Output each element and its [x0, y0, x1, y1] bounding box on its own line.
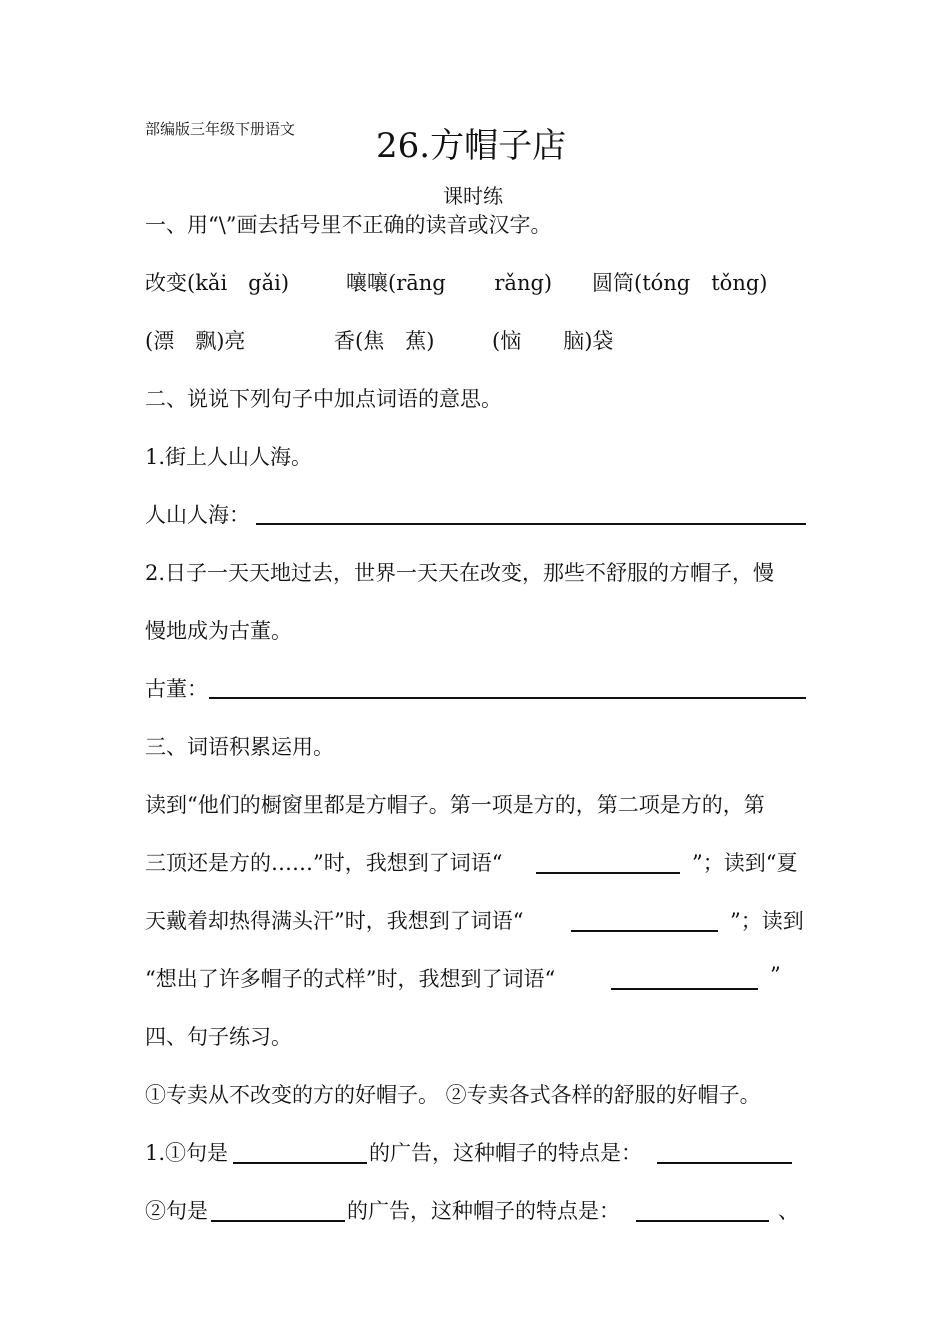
q1-heading: 一、用“\”画去括号里不正确的读音或汉字。 — [145, 213, 552, 237]
q3-line-4-text: “想出了许多帽子的式样”时，我想到了词语“ — [145, 967, 556, 991]
q3-line-3-tail: ”；读到 — [730, 909, 804, 933]
q4-answer-line-2a[interactable] — [211, 1220, 345, 1222]
page-subtitle: 课时练 — [443, 184, 503, 208]
q4-answer-line-1b[interactable] — [657, 1162, 792, 1164]
q2-sentence-2-line-1: 2.日子一天天地过去，世界一天天在改变，那些不舒服的方帽子，慢 — [145, 561, 775, 585]
q2-sentence-2-line-2: 慢地成为古董。 — [145, 619, 292, 643]
q1-item-xiangjiao: 香(焦 蕉) — [334, 329, 435, 353]
page-title: 26.方帽子店 — [376, 126, 567, 166]
q1-item-naodai: (恼 脑)袋 — [492, 329, 614, 353]
q3-line-1: 读到“他们的橱窗里都是方帽子。第一项是方的，第二项是方的，第 — [145, 793, 765, 817]
q3-line-4-tail: ” — [770, 963, 781, 987]
q1-item-yuantong: 圆筒(tóng tǒng) — [592, 271, 768, 295]
q1-item-piaoliang: (漂 飘)亮 — [145, 329, 246, 353]
q3-line-2-text: 三顶还是方的……”时，我想到了词语“ — [145, 851, 503, 875]
q4-line-1-text: 1.①句是 — [145, 1141, 229, 1165]
q4-sentences: ①专卖从不改变的方的好帽子。 ②专卖各式各样的舒服的好帽子。 — [145, 1083, 761, 1107]
q4-heading: 四、句子练习。 — [145, 1025, 292, 1049]
q4-line-2-text: ②句是 — [145, 1199, 208, 1223]
grade-label: 部编版三年级下册语文 — [145, 120, 296, 138]
q3-answer-line-1[interactable] — [536, 872, 680, 874]
q3-answer-line-2[interactable] — [571, 930, 718, 932]
q2-sentence-1: 1.街上人山人海。 — [145, 445, 313, 469]
q2-term-label-1: 人山人海： — [145, 503, 250, 527]
q2-answer-line-1[interactable] — [256, 523, 806, 525]
q4-answer-line-1a[interactable] — [233, 1162, 367, 1164]
q2-term-label-2: 古董： — [145, 677, 208, 701]
q3-heading: 三、词语积累运用。 — [145, 735, 334, 759]
q3-answer-line-3[interactable] — [611, 988, 758, 990]
q4-answer-line-2b[interactable] — [636, 1220, 769, 1222]
q3-line-3-text: 天戴着却热得满头汗”时，我想到了词语“ — [145, 909, 524, 933]
q4-line-1-middle: 的广告，这种帽子的特点是： — [369, 1141, 642, 1165]
q3-line-2-tail: ”；读到“夏 — [692, 851, 798, 875]
q2-heading: 二、说说下列句子中加点词语的意思。 — [145, 387, 502, 411]
q4-line-2-middle: 的广告，这种帽子的特点是： — [347, 1199, 620, 1223]
q1-item-gaibian: 改变(kǎi gǎi) — [145, 271, 290, 295]
q4-line-2-tail: 、 — [778, 1199, 799, 1223]
q2-answer-line-2[interactable] — [209, 697, 806, 699]
q1-item-rangrang: 嚷嚷(rāng rǎng) — [346, 271, 553, 295]
